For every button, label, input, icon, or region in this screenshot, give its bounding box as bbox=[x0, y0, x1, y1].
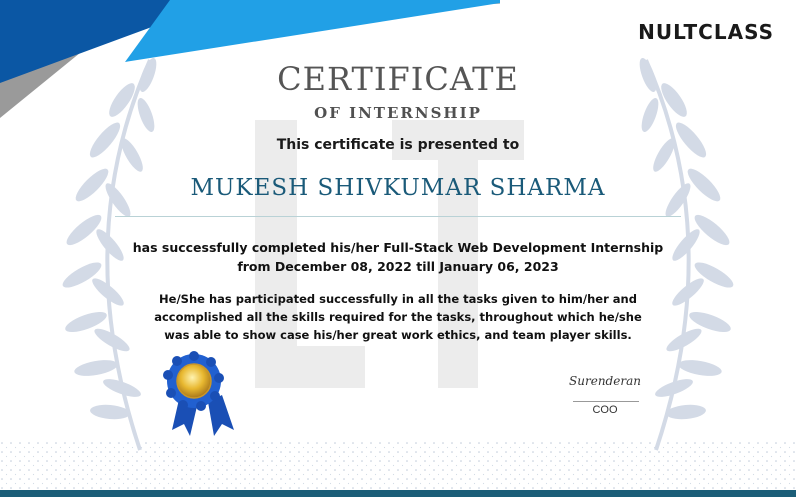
signer-role: COO bbox=[592, 404, 618, 416]
completion-dates: from December 08, 2022 till January 06, 2023 bbox=[237, 259, 559, 274]
signature: Surenderan bbox=[569, 374, 641, 388]
bottom-bar bbox=[0, 490, 796, 497]
certificate-subtitle: OF INTERNSHIP bbox=[314, 104, 482, 122]
recipient-name: MUKESH SHIVKUMAR SHARMA bbox=[190, 175, 606, 201]
participation-statement bbox=[130, 290, 666, 344]
award-ribbon-icon bbox=[163, 351, 234, 436]
completion-line: has successfully completed his/her Full-Stack Web Development Internship bbox=[132, 240, 664, 255]
completion-statement bbox=[0, 238, 796, 276]
participation-line: was able to show case his/her great work ethics, and team player skills. bbox=[164, 328, 632, 342]
brand-logo: NULTCLASS bbox=[638, 20, 774, 44]
banner-light-blue-wedge bbox=[125, 0, 500, 62]
signature-line bbox=[573, 401, 639, 402]
certificate-title: CERTIFICATE bbox=[277, 60, 519, 98]
dotted-band bbox=[0, 440, 796, 490]
participation-line: accomplished all the skills required for the tasks, throughout which he/she bbox=[154, 310, 642, 324]
name-underline bbox=[115, 216, 681, 217]
presented-to-text: This certificate is presented to bbox=[276, 137, 520, 153]
participation-line: He/She has participated successfully in all the tasks given to him/her and bbox=[159, 292, 637, 306]
